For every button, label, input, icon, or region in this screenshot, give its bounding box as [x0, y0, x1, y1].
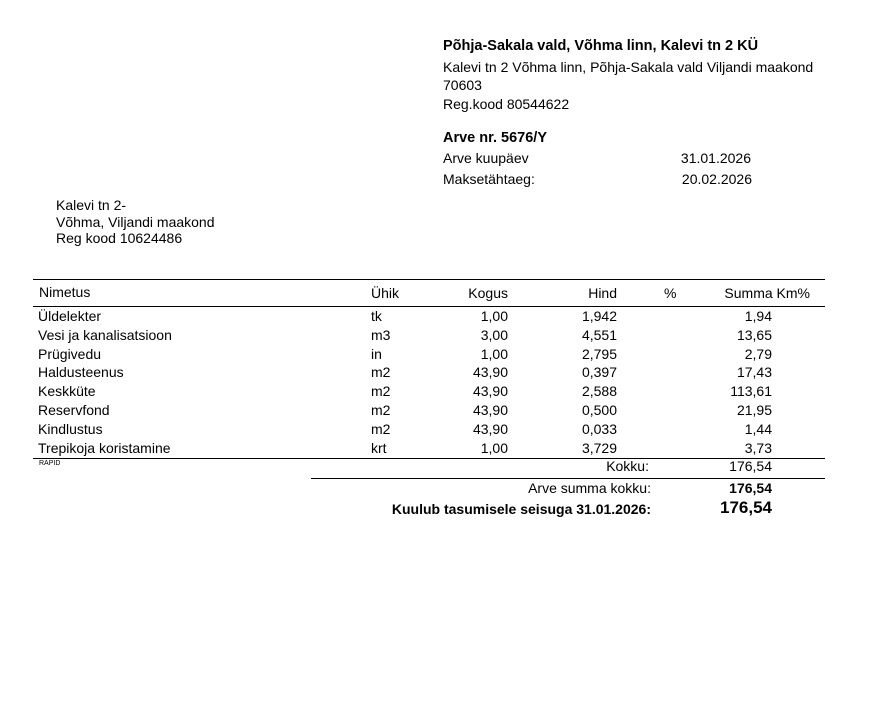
subtotal-label: Kokku:: [606, 458, 649, 474]
totals-rule: [311, 478, 825, 479]
header-name: Nimetus: [39, 284, 91, 300]
table-header-rule: [33, 306, 825, 307]
issuer-reg-code: Reg.kood 80544622: [443, 96, 570, 112]
cell-unit: in: [371, 345, 382, 362]
cell-price: 3,729: [581, 439, 617, 456]
cell-qty: 1,00: [480, 439, 508, 456]
table-top-rule: [33, 279, 825, 280]
cell-price: 0,033: [581, 420, 617, 437]
payable-label: Kuulub tasumisele seisuga 31.01.2026:: [391, 501, 651, 517]
issuer-name: Põhja-Sakala vald, Võhma linn, Kalevi tn 2 KÜ: [443, 38, 759, 54]
cell-price: 0,397: [581, 364, 617, 381]
cell-name: Prügivedu: [38, 345, 102, 362]
cell-unit: m2: [371, 402, 391, 418]
cell-name: Keskküte: [38, 383, 96, 400]
cell-sum: 17,43: [736, 364, 772, 381]
invoice-date-value: 31.01.2026: [680, 150, 751, 166]
recipient-line3: Reg kood 10624486: [56, 230, 183, 246]
header-price: Hind: [588, 285, 617, 301]
cell-unit: m3: [371, 326, 391, 343]
cell-qty: 43,90: [472, 420, 508, 437]
invoice-date-label: Arve kuupäev: [443, 150, 529, 166]
cell-sum: 3,73: [744, 439, 772, 456]
cell-qty: 1,00: [480, 308, 508, 324]
cell-name: Trepikoja koristamine: [38, 439, 171, 456]
invoice-total-label: Arve summa kokku:: [528, 480, 651, 496]
due-date-value: 20.02.2026: [681, 171, 752, 187]
cell-sum: 113,61: [730, 383, 772, 400]
payable-value: 176,54: [720, 498, 772, 517]
cell-sum: 2,79: [744, 345, 772, 362]
cell-name: Üldelekter: [38, 308, 102, 324]
cell-name: Reservfond: [38, 402, 110, 418]
header-qty: Kogus: [468, 285, 508, 301]
cell-sum: 13,65: [736, 326, 772, 343]
due-date-label: Maksetähtaeg:: [443, 171, 535, 187]
cell-qty: 43,90: [472, 364, 508, 381]
cell-qty: 1,00: [480, 345, 508, 362]
header-percent: %: [664, 285, 677, 301]
cell-unit: m2: [371, 420, 391, 437]
cell-name: Vesi ja kanalisatsioon: [38, 326, 172, 343]
cell-price: 0,500: [581, 402, 617, 418]
cell-qty: 3,00: [480, 326, 508, 343]
recipient-line1: Kalevi tn 2-: [56, 197, 127, 213]
cell-price: 4,551: [581, 326, 617, 343]
issuer-address-line2: 70603: [443, 77, 482, 93]
cell-sum: 1,44: [744, 420, 772, 437]
subtotal-value: 176,54: [729, 458, 772, 474]
invoice-total-value: 176,54: [729, 480, 772, 496]
cell-sum: 21,95: [736, 402, 772, 418]
cell-qty: 43,90: [472, 402, 508, 418]
cell-unit: m2: [371, 364, 391, 381]
cell-qty: 43,90: [472, 383, 508, 400]
cell-name: Haldusteenus: [38, 364, 124, 381]
cell-price: 2,795: [581, 345, 617, 362]
recipient-line2: Võhma, Viljandi maakond: [56, 214, 215, 230]
cell-unit: m2: [371, 383, 391, 400]
invoice-number: Arve nr. 5676/Y: [443, 130, 547, 146]
cell-sum: 1,94: [744, 308, 772, 324]
cell-price: 1,942: [581, 308, 617, 324]
header-unit: Ühik: [371, 285, 400, 301]
header-sum: Summa Km%: [724, 285, 810, 301]
cell-unit: krt: [371, 439, 387, 456]
cell-name: Kindlustus: [38, 420, 103, 437]
cell-price: 2,588: [581, 383, 617, 400]
cell-unit: tk: [371, 308, 382, 324]
footer-mark: RAPID: [39, 460, 61, 467]
issuer-address-line1: Kalevi tn 2 Võhma linn, Põhja-Sakala vald Viljandi maakond: [443, 59, 814, 75]
